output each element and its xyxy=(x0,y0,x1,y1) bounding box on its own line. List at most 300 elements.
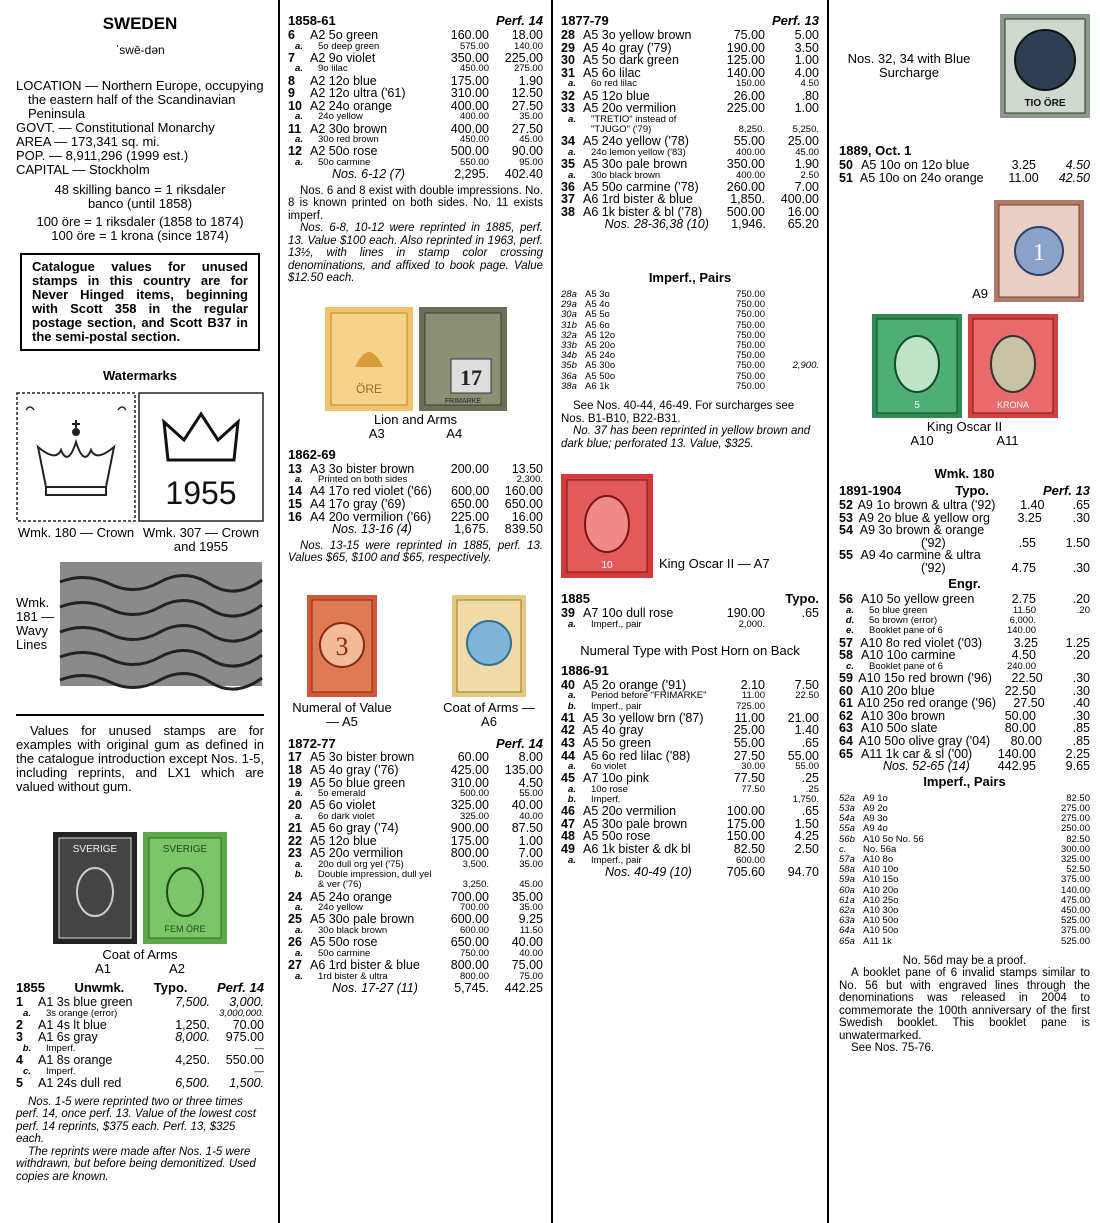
stamp-description: 50o carmine xyxy=(318,947,371,959)
unused-value: 4.75 xyxy=(1011,560,1036,575)
table-row xyxy=(288,936,543,949)
unused-value: 77.50 xyxy=(733,771,765,786)
a9-stamp-block xyxy=(839,200,1090,302)
unused-value: 1,850. xyxy=(730,192,765,207)
used-value: 4.25 xyxy=(794,829,819,844)
catalogue-number xyxy=(288,168,310,181)
stamp-description: A9 1o xyxy=(863,792,888,804)
stamp-description: 30o black brown xyxy=(591,169,661,181)
stamp-description: A9 2o blue & yellow org xyxy=(858,510,990,525)
stamp-description: A4 17o gray ('69) xyxy=(310,496,406,511)
used-value: 402.40 xyxy=(504,167,543,182)
catalogue-number: a. xyxy=(295,970,303,982)
stamp-description: 5o deep green xyxy=(318,40,380,52)
catalogue-number: 34b xyxy=(561,350,577,362)
unused-value: 475.00 xyxy=(1060,894,1090,906)
unused-value: 2,000. xyxy=(738,618,765,630)
stamp-description: & ver ('76) xyxy=(318,879,362,891)
used-value: 18.00 xyxy=(511,27,543,42)
used-value: 45.00 xyxy=(795,146,819,158)
stamp-description: Nos. 28-36,38 (10) xyxy=(604,217,709,232)
catalogue-number: 36a xyxy=(561,370,577,382)
table-row xyxy=(561,135,819,148)
table-row xyxy=(16,1077,264,1090)
used-value: 1.90 xyxy=(794,156,819,171)
stamp-description: 24o lemon yellow ('83) xyxy=(591,146,686,158)
stamp-description: Imperf. xyxy=(46,1065,76,1077)
catalogue-number: 30a xyxy=(561,309,577,321)
currency-line: 48 skilling banco = 1 riksdaler banco (until 1858) xyxy=(54,182,226,212)
unused-value: 500.00 xyxy=(450,144,489,159)
used-value: 4.50 xyxy=(1065,157,1090,172)
unused-value: 3,250. xyxy=(462,879,489,891)
catalogue-number: 41 xyxy=(561,710,575,725)
stamp-description: A10 8o xyxy=(863,853,894,865)
unused-value: 750.00 xyxy=(735,329,765,341)
unused-value: 705.60 xyxy=(726,864,765,879)
stamp-description: A5 3o bister brown xyxy=(310,750,415,765)
used-value: 2.25 xyxy=(1065,746,1090,761)
stamp-description: A10 10o xyxy=(863,864,899,876)
catalogue-number: 24 xyxy=(288,889,302,904)
used-value: 25.00 xyxy=(787,134,819,149)
used-value: 1.50 xyxy=(794,816,819,831)
unused-value: 750.00 xyxy=(735,350,765,362)
unused-value: 7,500. xyxy=(175,994,210,1009)
used-value: 65.20 xyxy=(787,217,819,232)
unused-value: 150.00 xyxy=(726,829,765,844)
country-info xyxy=(16,79,264,177)
table-row xyxy=(561,805,819,818)
typo-1885: Typo. xyxy=(785,591,819,607)
note-1858-a: Nos. 6 and 8 exist with double impressions. No. 8 is known printed on both sides. No. 11 exists imperf. xyxy=(288,184,543,222)
table-row xyxy=(839,649,1090,662)
catalogue-number: 38a xyxy=(561,380,577,392)
table-1891-engr xyxy=(839,593,1090,772)
catalogue-number xyxy=(561,866,583,879)
used-value: .85 xyxy=(1072,721,1090,736)
note-1858-b: Nos. 6-8, 10-12 were reprinted in 1885, perf. 13. Value $100 each. Also reprinted in 1963, perf. 13½, with lines in stamp color crossing denominations, and affixed to book page. Value $12.50 each. xyxy=(288,222,543,285)
used-value: 40.00 xyxy=(519,947,543,959)
unused-value: 3.25 xyxy=(1013,635,1038,650)
unused-value: 55.00 xyxy=(733,735,765,750)
unused-value: 77.50 xyxy=(741,783,765,795)
total-row xyxy=(288,523,543,536)
stamp-description: A9 3o brown & orange xyxy=(859,523,985,538)
typo-1855: Typo. xyxy=(153,980,188,996)
unused-value: 30.00 xyxy=(741,761,765,773)
imperf-pairs-heading: Imperf., Pairs xyxy=(648,270,732,286)
svg-text:10: 10 xyxy=(601,560,613,572)
catalogue-number: 65a xyxy=(839,935,855,947)
stamp-description: A5 30o xyxy=(585,360,616,372)
currency-line: 100 öre = 1 riksdaler (1858 to 1874) xyxy=(36,214,244,230)
used-value: 9.65 xyxy=(1065,759,1090,774)
a10-a11-labels xyxy=(839,434,1090,449)
unused-value: 2.10 xyxy=(740,677,765,692)
perf-1877: Perf. 13 xyxy=(772,13,819,28)
catalogue-number: b. xyxy=(22,1042,32,1054)
a1-a2-labels xyxy=(16,962,264,977)
stamp-description: Nos. 52-65 (14) xyxy=(883,759,970,774)
unused-value: 1,250. xyxy=(175,1017,210,1032)
table-row xyxy=(288,764,543,777)
table-row xyxy=(561,102,819,115)
catalogue-number: 63 xyxy=(839,721,853,736)
info-capital: CAPITAL — Stockholm xyxy=(16,162,150,178)
unused-value: 175.00 xyxy=(450,73,489,88)
catalogue-number xyxy=(288,982,310,995)
used-value: .30 xyxy=(1072,708,1090,723)
stamp-description: A5 5o xyxy=(585,309,610,321)
catalogue-number: 20 xyxy=(288,798,302,813)
catalogue-number: 31b xyxy=(561,319,577,331)
svg-text:SVERIGE: SVERIGE xyxy=(72,844,118,856)
stamp-a7-image xyxy=(561,474,653,578)
column-2 xyxy=(278,0,551,1223)
stamp-description: A5 30o pale brown xyxy=(310,912,415,927)
unused-value: 225.00 xyxy=(726,101,765,116)
stamp-description: Imperf., pair xyxy=(591,700,642,712)
table-1889 xyxy=(839,159,1090,184)
catalogue-number: 9 xyxy=(288,86,295,101)
unused-value: 82.50 xyxy=(1066,833,1090,845)
table-row xyxy=(839,735,1090,748)
unused-value: 200.00 xyxy=(450,461,489,476)
gum-note: Values for unused stamps are for examples with original gum as defined in the catalogue introduction except Nos. 1-5, including reprints, and LX1 which are valued without gum. xyxy=(16,723,264,795)
svg-text:5: 5 xyxy=(913,400,920,412)
stamp-description: A10 30o xyxy=(863,904,899,916)
catalogue-number: 46 xyxy=(561,804,575,819)
table-row xyxy=(288,87,543,100)
table-1891 xyxy=(839,499,1090,575)
stamp-description: A10 50o xyxy=(863,925,899,937)
catalogue-number: 29a xyxy=(561,299,577,311)
stamp-description: A5 3o xyxy=(585,289,610,301)
unused-value: 750.00 xyxy=(735,299,765,311)
stamp-description: A9 4o xyxy=(863,823,888,835)
info-pop: POP. — 8,911,296 (1999 est.) xyxy=(16,148,189,164)
catalogue-number: 55a xyxy=(839,823,855,835)
used-value: 16.00 xyxy=(787,204,819,219)
stamp-description: A5 6o red lilac ('88) xyxy=(583,748,691,763)
used-value: 1.00 xyxy=(794,101,819,116)
stamp-description: A5 4o gray xyxy=(583,723,644,738)
wmk-180-heading: Wmk. 180 xyxy=(934,466,995,482)
stamp-description: A6 1rd bister & blue xyxy=(583,192,693,207)
catalogue-number: 56b xyxy=(839,833,855,845)
stamp-description: No. 56a xyxy=(863,843,897,855)
stamp-description: A5 6o lilac xyxy=(583,65,641,80)
stamp-description: A7 10o dull rose xyxy=(583,605,674,620)
catalogue-number: 44 xyxy=(561,748,575,763)
stamp-description: A9 4o carmine & ultra xyxy=(860,548,981,563)
stamp-description: Imperf., pair xyxy=(591,854,642,866)
catalogue-number: a. xyxy=(568,169,576,181)
year-1858: 1858-61 xyxy=(288,13,336,28)
svg-text:ÖRE: ÖRE xyxy=(355,381,382,396)
variety-row xyxy=(288,64,543,74)
stamp-description: A11 1k xyxy=(863,935,892,947)
used-value: 27.50 xyxy=(511,98,543,113)
unused-value: 450.00 xyxy=(459,63,489,75)
used-value: 3,000. xyxy=(229,994,264,1009)
used-value: 35.00 xyxy=(519,859,543,871)
used-value xyxy=(765,372,819,382)
unused-value: 750.00 xyxy=(735,360,765,372)
stamp-description: A5 5o blue green xyxy=(310,775,406,790)
unused-value: 800.00 xyxy=(450,846,489,861)
used-value: .20 xyxy=(1072,648,1090,663)
unused-value: 900.00 xyxy=(450,821,489,836)
stamp-description: A5 3o yellow brown xyxy=(583,27,692,42)
info-location: LOCATION — Northern Europe, occupying the eastern half of the Scandinavian Peninsula xyxy=(16,78,264,122)
svg-text:1: 1 xyxy=(1033,240,1045,267)
stamp-description: A10 5o No. 56 xyxy=(863,833,924,845)
used-value xyxy=(765,310,819,320)
unused-value: 160.00 xyxy=(450,27,489,42)
catalogue-number: 45 xyxy=(561,771,575,786)
a3-a4-stamps xyxy=(288,307,543,411)
used-value xyxy=(1036,616,1090,626)
used-value: 135.00 xyxy=(504,763,543,778)
unused-value: 525.00 xyxy=(1060,915,1090,927)
label-a2: A2 xyxy=(169,961,185,977)
stamp-a5-image xyxy=(307,595,377,697)
unused-value: 3,500. xyxy=(462,859,489,871)
stamp-description: A5 5o dark green xyxy=(583,53,679,68)
stamp-description: A4 17o red violet ('66) xyxy=(309,484,432,499)
a1-a2-caption: Coat of Arms xyxy=(102,947,178,963)
stamp-description: A5 3o yellow brn ('87) xyxy=(583,710,704,725)
unused-value: 140.00 xyxy=(1060,884,1090,896)
catalogue-number: 28 xyxy=(561,27,575,42)
used-value: 5,250. xyxy=(792,123,819,135)
catalogue-number: 57 xyxy=(839,635,853,650)
total-row xyxy=(561,218,819,231)
crown-watermark-image xyxy=(16,392,136,522)
unused-value: 6,000. xyxy=(1009,615,1036,627)
year-1855: 1855 xyxy=(16,980,45,996)
catalogue-number: 35b xyxy=(561,360,577,372)
section-1872-header xyxy=(288,737,543,752)
note-1855-b: The reprints were made after Nos. 1-5 were withdrawn, but before being demonitized. Used copies are known. xyxy=(16,1145,256,1183)
a6-caption: Coat of Arms — A6 xyxy=(443,699,535,729)
unused-value: 325.00 xyxy=(1060,853,1090,865)
table-row xyxy=(561,29,819,42)
catalogue-number: a. xyxy=(295,947,303,959)
catalogue-number: e. xyxy=(846,625,854,637)
svg-text:KRONA: KRONA xyxy=(996,400,1029,411)
stamp-description: A5 30o pale brown xyxy=(583,156,688,171)
unused-value: 60.00 xyxy=(457,750,489,765)
used-value: .30 xyxy=(1072,510,1090,525)
used-value: 160.00 xyxy=(504,484,543,499)
unused-value: 26.00 xyxy=(733,88,765,103)
currency xyxy=(16,183,264,243)
catalogue-number: 18 xyxy=(288,763,302,778)
used-value: 3,000,000. xyxy=(219,1007,264,1019)
catalogue-number: a. xyxy=(568,78,576,90)
stamp-description: Nos. 17-27 (11) xyxy=(332,980,418,995)
total-row xyxy=(839,760,1090,773)
used-value: 4.50 xyxy=(518,775,543,790)
unused-value: 82.50 xyxy=(1066,792,1090,804)
stamp-description: 5o brown (error) xyxy=(869,615,938,627)
stamp-description: A5 20o vermilion xyxy=(583,804,677,819)
used-value: .80 xyxy=(801,88,819,103)
used-value: .65 xyxy=(1072,497,1091,512)
catalogue-number: a. xyxy=(295,156,303,168)
catalogue-number: 59 xyxy=(839,671,853,686)
catalogue-number: a. xyxy=(295,788,303,800)
used-value: 1.00 xyxy=(794,53,819,68)
unused-value: 55.00 xyxy=(733,134,765,149)
catalogue-number: 22 xyxy=(288,833,302,848)
unused-value: 2,295. xyxy=(454,167,489,182)
stamp-description: A5 4o gray ('79) xyxy=(583,40,672,55)
unused-value: 750.00 xyxy=(459,947,489,959)
catalogue-number: a. xyxy=(568,783,576,795)
stamp-description: A1 8s orange xyxy=(38,1053,113,1068)
unused-value: 260.00 xyxy=(726,179,765,194)
used-value: 75.00 xyxy=(519,970,543,982)
section-1886-header xyxy=(561,664,819,679)
svg-text:FRIMARKE: FRIMARKE xyxy=(444,397,481,405)
catalogue-number: c. xyxy=(846,660,854,672)
unused-value: 125.00 xyxy=(726,53,765,68)
used-value: 75.00 xyxy=(511,958,543,973)
crown-1955-watermark-image xyxy=(138,392,264,522)
stamp-description: A10 30o brown xyxy=(861,708,946,723)
label-a1: A1 xyxy=(95,961,111,977)
used-value: 35.00 xyxy=(511,889,543,904)
used-value: — xyxy=(254,1042,264,1054)
unused-value: 650.00 xyxy=(450,935,489,950)
unused-value: 500.00 xyxy=(459,788,489,800)
catalogue-number: 56 xyxy=(839,592,853,607)
unused-value: 600.00 xyxy=(735,854,765,866)
table-1862 xyxy=(288,463,543,536)
catalogue-number: 62a xyxy=(839,904,855,916)
used-value: 40.00 xyxy=(511,798,543,813)
stamp-description: A11 1k car & sl ('00) xyxy=(861,746,973,761)
table-row xyxy=(561,158,819,171)
imperf-row xyxy=(561,382,819,392)
unused-value: 3.25 xyxy=(1017,510,1042,525)
year-1862: 1862-69 xyxy=(288,446,336,462)
table-row xyxy=(16,1054,264,1067)
stamp-description: 3s orange (error) xyxy=(46,1007,118,1019)
table-row xyxy=(561,54,819,67)
used-value: 87.50 xyxy=(511,821,543,836)
used-value: 3.50 xyxy=(794,40,819,55)
column-4 xyxy=(827,0,1100,1223)
used-value: .20 xyxy=(1076,605,1090,617)
catalogue-number: a. xyxy=(295,859,303,871)
stamp-a10-image xyxy=(872,314,962,418)
catalogue-number: 4 xyxy=(16,1053,23,1068)
used-value: 1.40 xyxy=(794,723,819,738)
stamp-description: A10 8o red violet ('03) xyxy=(860,635,983,650)
used-value: 7.00 xyxy=(518,846,543,861)
table-row xyxy=(839,562,1090,575)
surcharge-caption: Nos. 32, 34 with Blue Surcharge xyxy=(847,51,971,80)
unused-value: 725.00 xyxy=(735,700,765,712)
stamp-description: 6o dark violet xyxy=(318,811,375,823)
section-1885-header xyxy=(561,592,819,607)
catalogue-number: 14 xyxy=(288,484,302,499)
unused-value: 225.00 xyxy=(450,509,490,524)
unused-value: 600.00 xyxy=(451,484,490,499)
catalogue-number: 25 xyxy=(288,912,302,927)
table-row xyxy=(561,737,819,750)
a10-a11-caption: King Oscar II xyxy=(926,419,1003,435)
unused-value: 350.00 xyxy=(450,50,489,65)
used-value: 40.00 xyxy=(511,935,543,950)
catalogue-number: 50 xyxy=(839,157,853,172)
catalogue-number: a. xyxy=(295,63,303,75)
used-value: .65 xyxy=(801,804,819,819)
used-value xyxy=(765,620,819,630)
catalogue-number: a. xyxy=(295,40,303,52)
used-value xyxy=(1039,524,1090,537)
catalogue-number: a. xyxy=(568,113,576,125)
stamp-description: A5 12o blue xyxy=(583,88,650,103)
used-value: .25 xyxy=(805,783,819,795)
unused-value: 3.25 xyxy=(1011,157,1036,172)
unused-value: 442.95 xyxy=(997,759,1036,774)
catalogue-number: 3 xyxy=(16,1030,23,1045)
table-row xyxy=(839,499,1090,512)
a1-a2-stamps xyxy=(16,832,264,944)
used-value: 4.00 xyxy=(794,65,819,80)
table-1858 xyxy=(288,29,543,181)
catalogue-number: 52a xyxy=(839,792,855,804)
catalogue-number: 64a xyxy=(839,925,855,937)
total-row xyxy=(561,866,819,879)
stamp-description: A5 24o xyxy=(585,350,616,362)
catalogue-number: 13 xyxy=(288,461,302,476)
column-3 xyxy=(551,0,827,1223)
table-row xyxy=(288,29,543,42)
unused-value: 450.00 xyxy=(459,134,489,146)
unused-value: 4.50 xyxy=(1011,648,1036,663)
label-a10: A10 xyxy=(910,433,934,449)
catalogue-number: 26 xyxy=(288,935,302,950)
unused-value: 350.00 xyxy=(726,156,765,171)
stamp-description: Nos. 13-16 (4) xyxy=(332,522,412,537)
unused-value: 750.00 xyxy=(735,370,765,382)
stamp-description: A10 25o red orange ('96) xyxy=(857,696,997,711)
stamp-description: 6o red lilac xyxy=(591,78,637,90)
used-value: 650.00 xyxy=(504,496,543,511)
unused-value: 190.00 xyxy=(726,605,765,620)
stamp-description: A10 20o xyxy=(863,884,899,896)
catalogue-number: a. xyxy=(295,111,303,123)
used-value: 8.00 xyxy=(518,750,543,765)
stamp-description: A9 2o xyxy=(863,802,888,814)
unused-value: 325.00 xyxy=(459,811,489,823)
stamp-a2-image xyxy=(143,832,227,944)
catalogue-number: a. xyxy=(568,761,576,773)
stamp-description: Nos. 40-49 (10) xyxy=(605,864,692,879)
stamp-description: A2 30o brown xyxy=(310,121,388,136)
catalogue-number: 61 xyxy=(839,696,853,711)
unused-value: 275.00 xyxy=(1060,813,1090,825)
unused-value: 22.50 xyxy=(1004,683,1036,698)
divider xyxy=(16,714,264,716)
